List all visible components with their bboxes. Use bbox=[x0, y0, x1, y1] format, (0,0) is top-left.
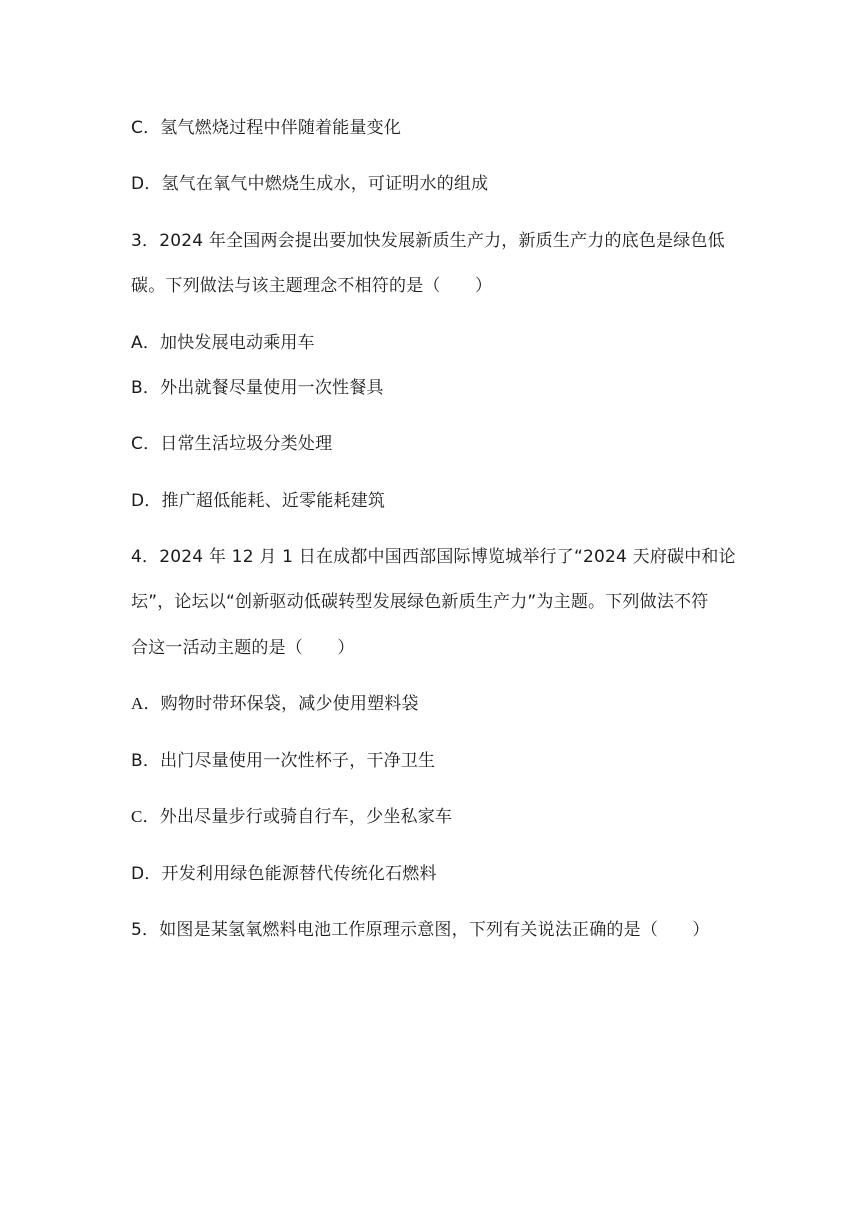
option-d-q3: D．推广超低能耗、近零能耗建筑 bbox=[131, 491, 386, 511]
option-c-q3: C．日常生活垃圾分类处理 bbox=[131, 434, 333, 454]
option-b-q3: B．外出就餐尽量使用一次性餐具 bbox=[131, 378, 384, 398]
question-3-line-2: 碳。下列做法与该主题理念不相符的是（ ） bbox=[131, 276, 493, 296]
option-a-q4: A．购物时带环保袋，减少使用塑料袋 bbox=[131, 694, 419, 713]
option-c-q2: C．氢气燃烧过程中伴随着能量变化 bbox=[131, 118, 402, 138]
option-d-q2: D．氢气在氧气中燃烧生成水，可证明水的组成 bbox=[131, 174, 489, 194]
question-3-line-1: 3．2024 年全国两会提出要加快发展新质生产力，新质生产力的底色是绿色低 bbox=[131, 231, 725, 251]
option-c-q4: C．外出尽量步行或骑自行车，少坐私家车 bbox=[131, 807, 453, 826]
question-4-line-1: 4．2024 年 12 月 1 日在成都中国西部国际博览城举行了“2024 天府碳中和论 bbox=[131, 547, 736, 567]
option-a-q3: A．加快发展电动乘用车 bbox=[131, 333, 315, 353]
option-d-q4: D．开发利用绿色能源替代传统化石燃料 bbox=[131, 864, 437, 884]
question-4-line-3: 合这一活动主题的是（ ） bbox=[131, 638, 355, 658]
question-5-line-1: 5．如图是某氢氧燃料电池工作原理示意图，下列有关说法正确的是（ ） bbox=[131, 920, 710, 940]
option-b-q4: B．出门尽量使用一次性杯子，干净卫生 bbox=[131, 751, 436, 771]
question-4-line-2: 坛”，论坛以“创新驱动低碳转型发展绿色新质生产力”为主题。下列做法不符 bbox=[131, 592, 709, 612]
